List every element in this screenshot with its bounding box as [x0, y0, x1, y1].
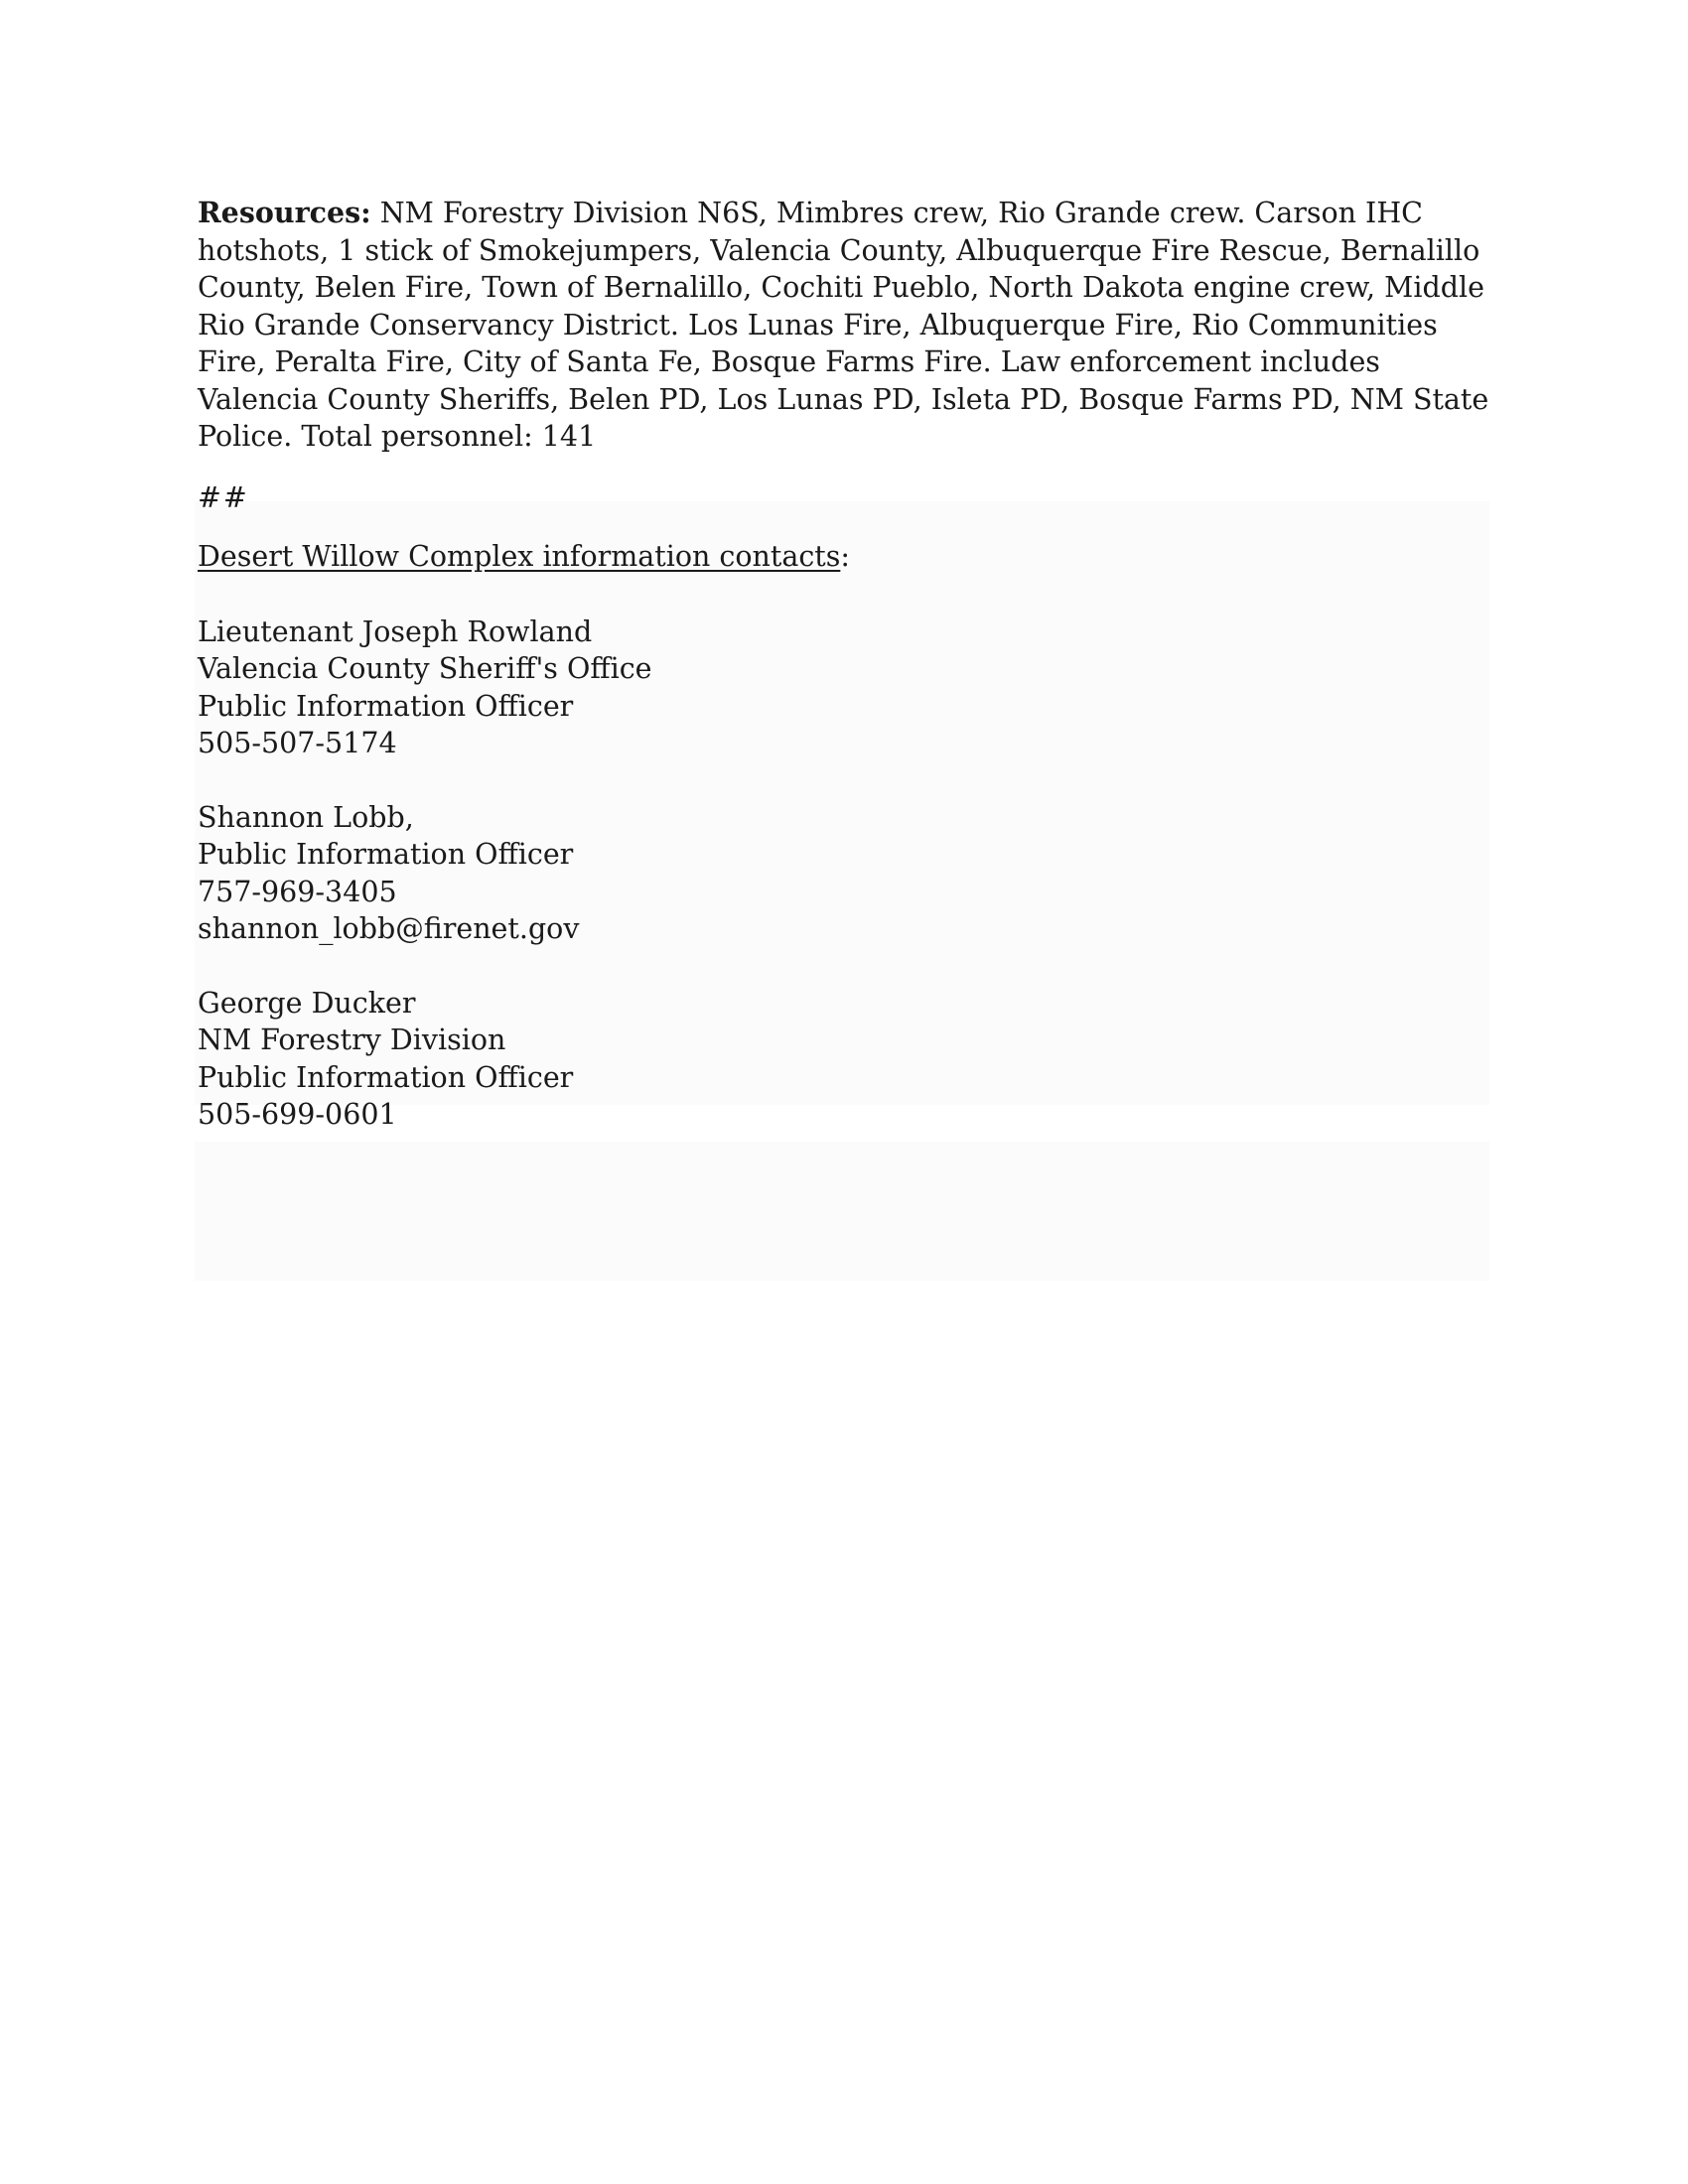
contact-card-ducker	[198, 985, 1493, 1134]
contact-organization: Valencia County Sheriff's Office	[198, 652, 652, 685]
contact-name: Lieutenant Joseph Rowland	[198, 614, 593, 648]
end-mark: ##	[198, 480, 249, 514]
document-body	[198, 195, 1493, 1170]
contact-name: Shannon Lobb,	[198, 800, 414, 834]
contact-name: George Ducker	[198, 986, 416, 1020]
contacts-heading-suffix: :	[840, 540, 850, 573]
contact-phone: 757-969-3405	[198, 875, 397, 908]
contact-role: Public Information Officer	[198, 689, 574, 723]
contact-organization: NM Forestry Division	[198, 1024, 506, 1056]
resources-text: NM Forestry Division N6S, Mimbres crew, Rio Grande crew. Carson IHC hotshots, 1 stick of Smokejumpers, Valencia County, Albuquerque Fire Rescue, Bernalillo County, Belen Fire, Town of Bernalillo, Cochiti Pueblo, North Dakota engine crew, Middle Rio Grande Conservancy District. Los Lunas Fire, Albuquerque Fire, Rio Communities Fire, Peralta Fire, City of Santa Fe, Bosque Farms Fire. Law enforcement includes Valencia County Sheriffs, Belen PD, Los Lunas PD, Isleta PD, Bosque Farms PD, NM State Police. Total personnel: 141	[198, 197, 1489, 453]
resources-label: Resources:	[198, 196, 371, 229]
contact-card-rowland	[198, 614, 1493, 762]
contact-role: Public Information Officer	[198, 1060, 574, 1094]
contacts-heading-title: Desert Willow Complex information contacts	[198, 540, 841, 573]
contact-phone: 505-507-5174	[198, 727, 397, 759]
contact-role: Public Information Officer	[198, 838, 574, 871]
contact-email: shannon_lobb@firenet.gov	[198, 912, 580, 945]
contact-card-lobb	[198, 799, 1493, 948]
contact-phone: 505-699-0601	[198, 1098, 397, 1131]
resources-paragraph	[198, 195, 1493, 456]
contacts-heading	[198, 538, 1493, 576]
